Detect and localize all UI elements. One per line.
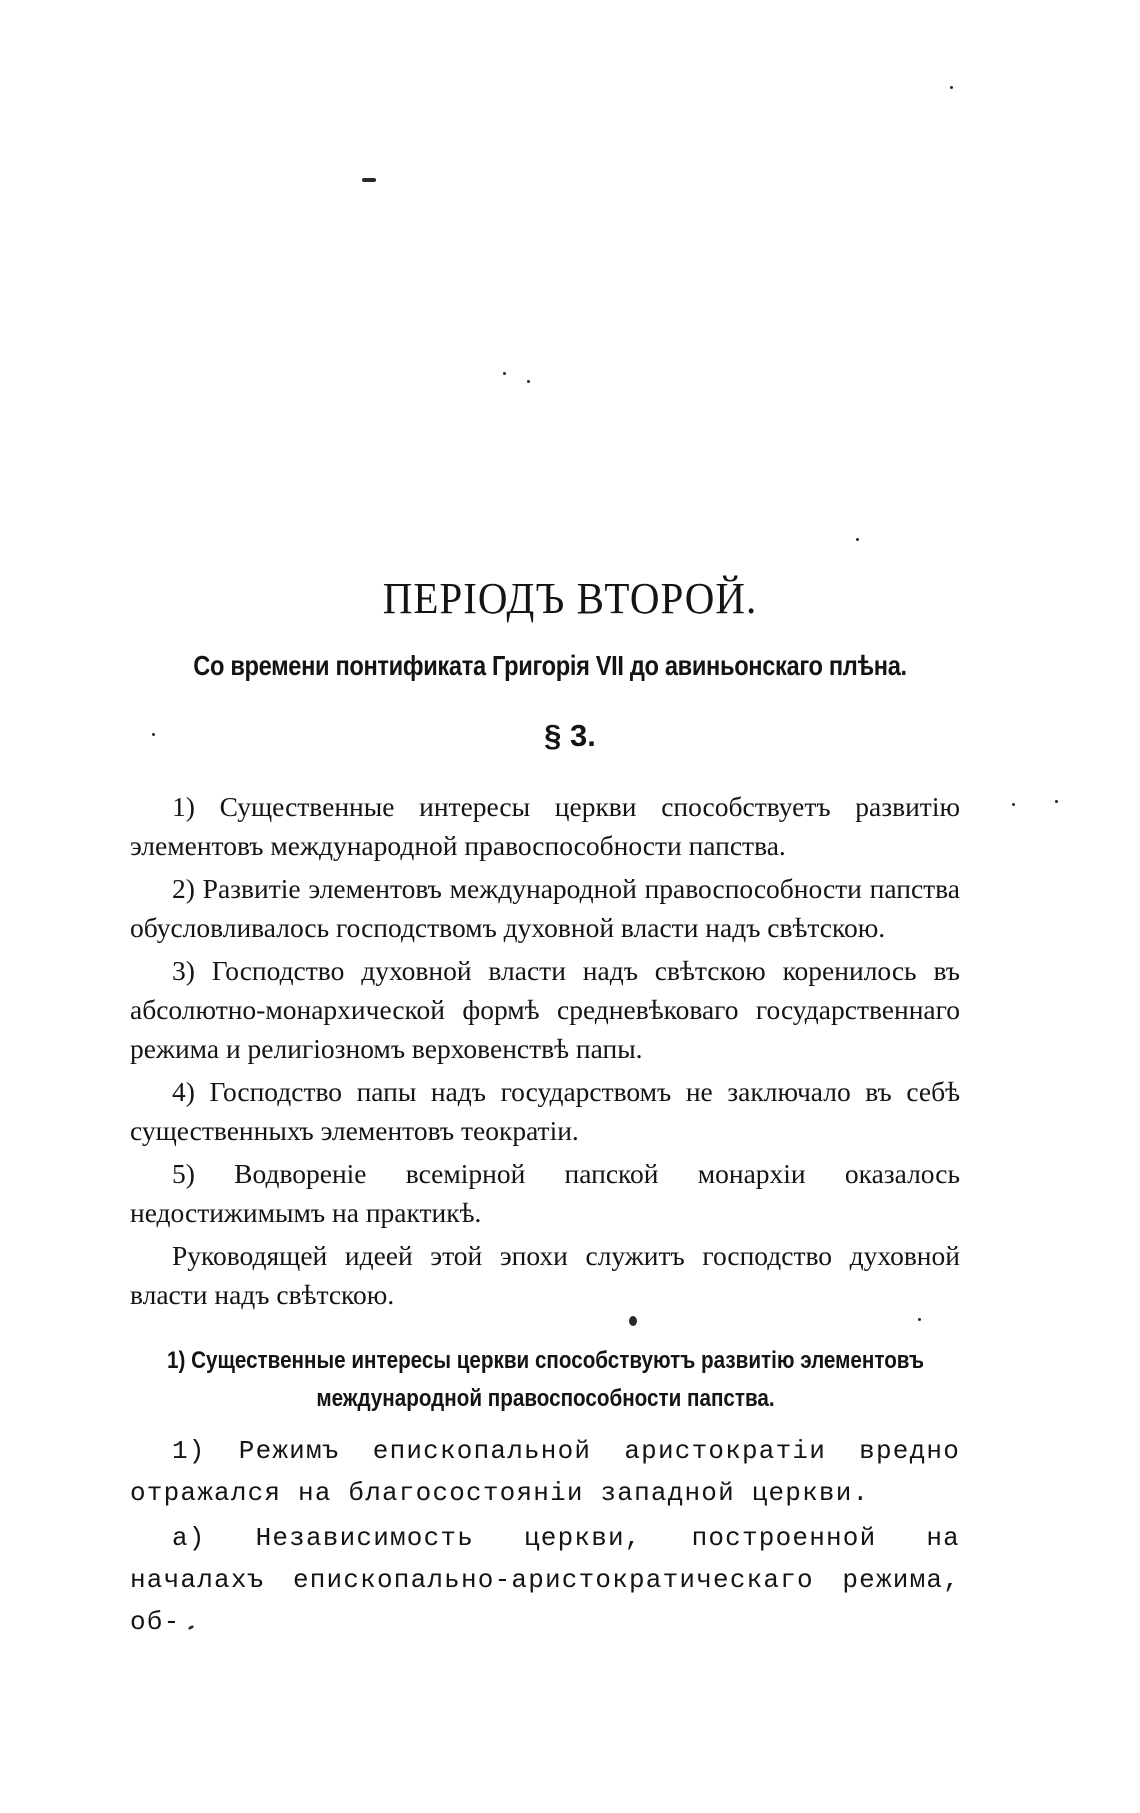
thesis-paragraph: 3) Господство духовной власти надъ свѣтскою коренилось въ абсолютно-монархической формѣ средневѣковаго государственнаго режима и религіозномъ верховенствѣ папы. — [130, 955, 960, 1064]
scan-speck — [503, 372, 506, 375]
body-paragraph: 1) Режимъ епископальной аристократіи вредно отражался на благосостояніи западной церкви. — [130, 1436, 960, 1508]
summary-paragraph: Руководящей идеей этой эпохи служитъ господство духовной власти надъ свѣтскою. — [130, 1240, 960, 1310]
scan-speck — [1012, 803, 1015, 806]
period-subtitle: Со времени понтификата Григорія VII до авиньонскаго плѣна. — [193, 650, 907, 681]
body-paragraph: а) Независимость церкви, построенной на началахъ епископально-аристократическаго режима, об- — [130, 1523, 960, 1637]
scan-speck — [950, 86, 953, 89]
scan-speck — [362, 178, 376, 182]
scan-speck — [527, 380, 530, 383]
subsection-heading-text: 1) Существенные интересы церкви способствуютъ развитію элементовъ международной правоспособности папства. — [166, 1347, 925, 1412]
thesis-paragraph: 5) Водвореніе всемірной папской монархіи оказалось недостижимымъ на практикѣ. — [130, 1158, 960, 1228]
scan-speck — [1055, 800, 1058, 803]
thesis-paragraph: 2) Развитіе элементовъ международной правоспособности папства обусловливалось господствомъ духовной власти надъ свѣтскою. — [130, 873, 960, 943]
thesis-paragraph: 4) Господство папы надъ государствомъ не заключало въ себѣ существенныхъ элементовъ теократіи. — [130, 1076, 960, 1146]
period-title: ПЕРІОДЪ ВТОРОЙ. — [382, 573, 758, 623]
scan-speck — [856, 538, 859, 541]
scan-speck — [918, 1318, 921, 1321]
section-number: § 3. — [544, 718, 596, 753]
theses-list — [130, 787, 960, 1318]
subsection-heading — [130, 1342, 960, 1418]
thesis-paragraph: 1) Существенные интересы церкви способствуетъ развитію элементовъ международной правоспособности папства. — [130, 791, 960, 861]
subsection-body — [130, 1430, 960, 1646]
